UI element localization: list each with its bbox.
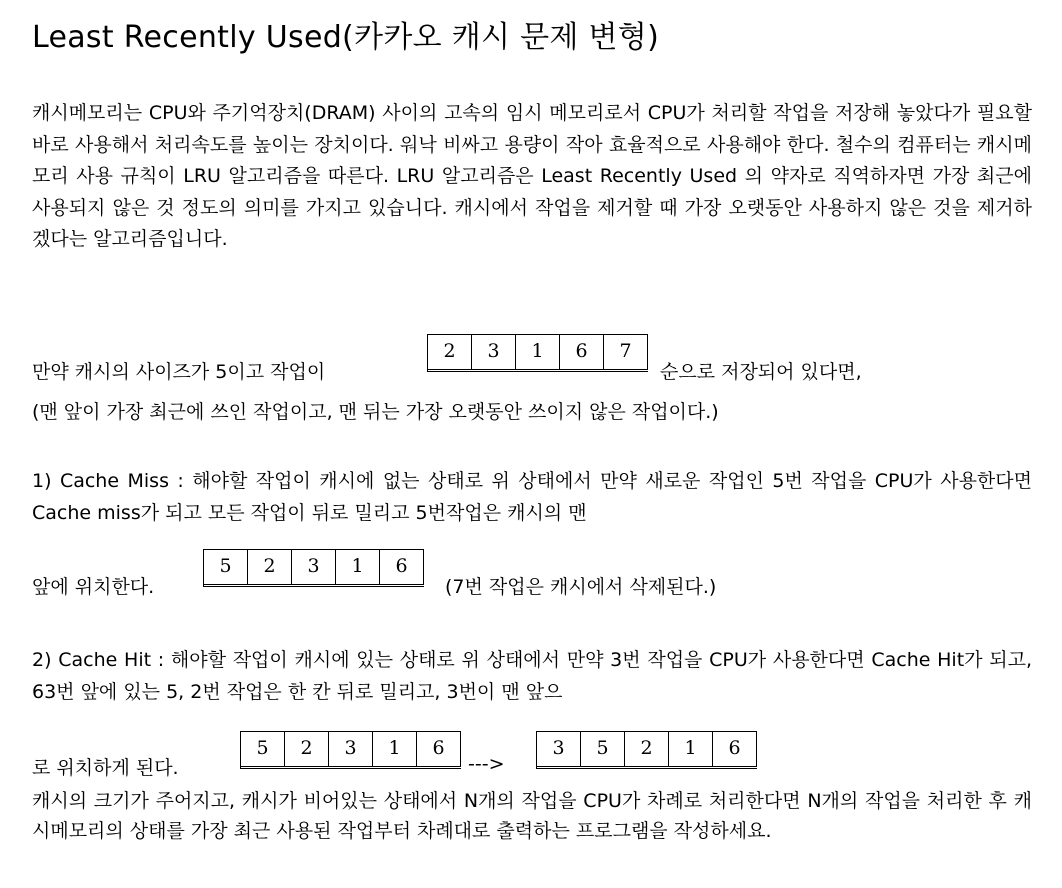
cache-hit-line-start: 로 위치하게 된다. [32, 757, 179, 779]
cache-cell: 2 [285, 732, 329, 767]
cache-cell: 2 [625, 732, 669, 767]
cache-cell: 7 [604, 335, 648, 370]
cache-cell: 5 [581, 732, 625, 767]
cache-cell: 6 [560, 335, 604, 370]
cache-miss-line-start: 앞에 위치한다. [32, 576, 155, 598]
transition-arrow: ---> [468, 753, 505, 775]
cache-miss-note: (7번 작업은 캐시에서 삭제된다.) [445, 576, 717, 598]
cache-cell: 1 [336, 550, 380, 585]
cache-miss-paragraph: 1) Cache Miss : 해야할 작업이 캐시에 없는 상태로 위 상태에서 만약 새로운 작업인 5번 작업을 CPU가 사용한다면 Cache miss가 되고 모든 작업이 뒤로 밀리고 5번작업은 캐시의 맨 [32, 470, 1032, 524]
cache-cell: 3 [292, 550, 336, 585]
example-sentence-start: 만약 캐시의 사이즈가 5이고 작업이 [32, 361, 326, 383]
cache-cell: 1 [516, 335, 560, 370]
cache-cell: 2 [428, 335, 472, 370]
page-title: Least Recently Used(카카오 캐시 문제 변형) [32, 20, 660, 55]
cache-miss-cells [203, 549, 424, 586]
cache-cell: 6 [713, 732, 757, 767]
cache-hit-paragraph: 2) Cache Hit : 해야할 작업이 캐시에 있는 상태로 위 상태에서 만약 3번 작업을 CPU가 사용한다면 Cache Hit가 되고, 63번 앞에 있는 5, 2번 작업은 한 칸 뒤로 밀리고, 3번이 맨 앞으 [32, 649, 1032, 703]
cache-cell: 5 [241, 732, 285, 767]
cache-cell: 5 [204, 550, 248, 585]
cache-cell: 3 [329, 732, 373, 767]
cache-cell: 3 [472, 335, 516, 370]
cache-cell: 6 [380, 550, 424, 585]
cache-cell: 3 [537, 732, 581, 767]
example-note: (맨 앞이 가장 최근에 쓰인 작업이고, 맨 뒤는 가장 오랫동안 쓰이지 않은 작업이다.) [32, 401, 719, 423]
task-paragraph: 캐시의 크기가 주어지고, 캐시가 비어있는 상태에서 N개의 작업을 CPU가 차례로 처리한다면 N개의 작업을 처리한 후 캐시메모리의 상태를 가장 최근 사용된 작업부터 차례대로 출력하는 프로그램을 작성하세요. [32, 790, 1032, 842]
cache-cell: 1 [373, 732, 417, 767]
cache-hit-cells-before [240, 731, 461, 768]
cache-hit-cells-after [536, 731, 757, 768]
cache-cell: 2 [248, 550, 292, 585]
cache-cell: 1 [669, 732, 713, 767]
intro-paragraph: 캐시메모리는 CPU와 주기억장치(DRAM) 사이의 고속의 임시 메모리로서 CPU가 처리할 작업을 저장해 놓았다가 필요할 바로 사용해서 처리속도를 높이는 장치이다. 워낙 비싸고 용량이 작아 효율적으로 사용해야 한다. 철수의 컴퓨터는 캐시메모리 사용 규칙이 LRU 알고리즘을 따른다. LRU 알고리즘은 Least Recently Used 의 약자로 직역하자면 가장 최근에 사용되지 않은 것 정도의 의미를 가지고 있습니다. 캐시에서 작업을 제거할 때 가장 오랫동안 사용하지 않은 것을 제거하겠다는 알고리즘입니다. [32, 102, 1032, 250]
cache-cell: 6 [417, 732, 461, 767]
example-cache-cells [427, 334, 648, 371]
example-sentence-end: 순으로 저장되어 있다면, [660, 361, 862, 383]
